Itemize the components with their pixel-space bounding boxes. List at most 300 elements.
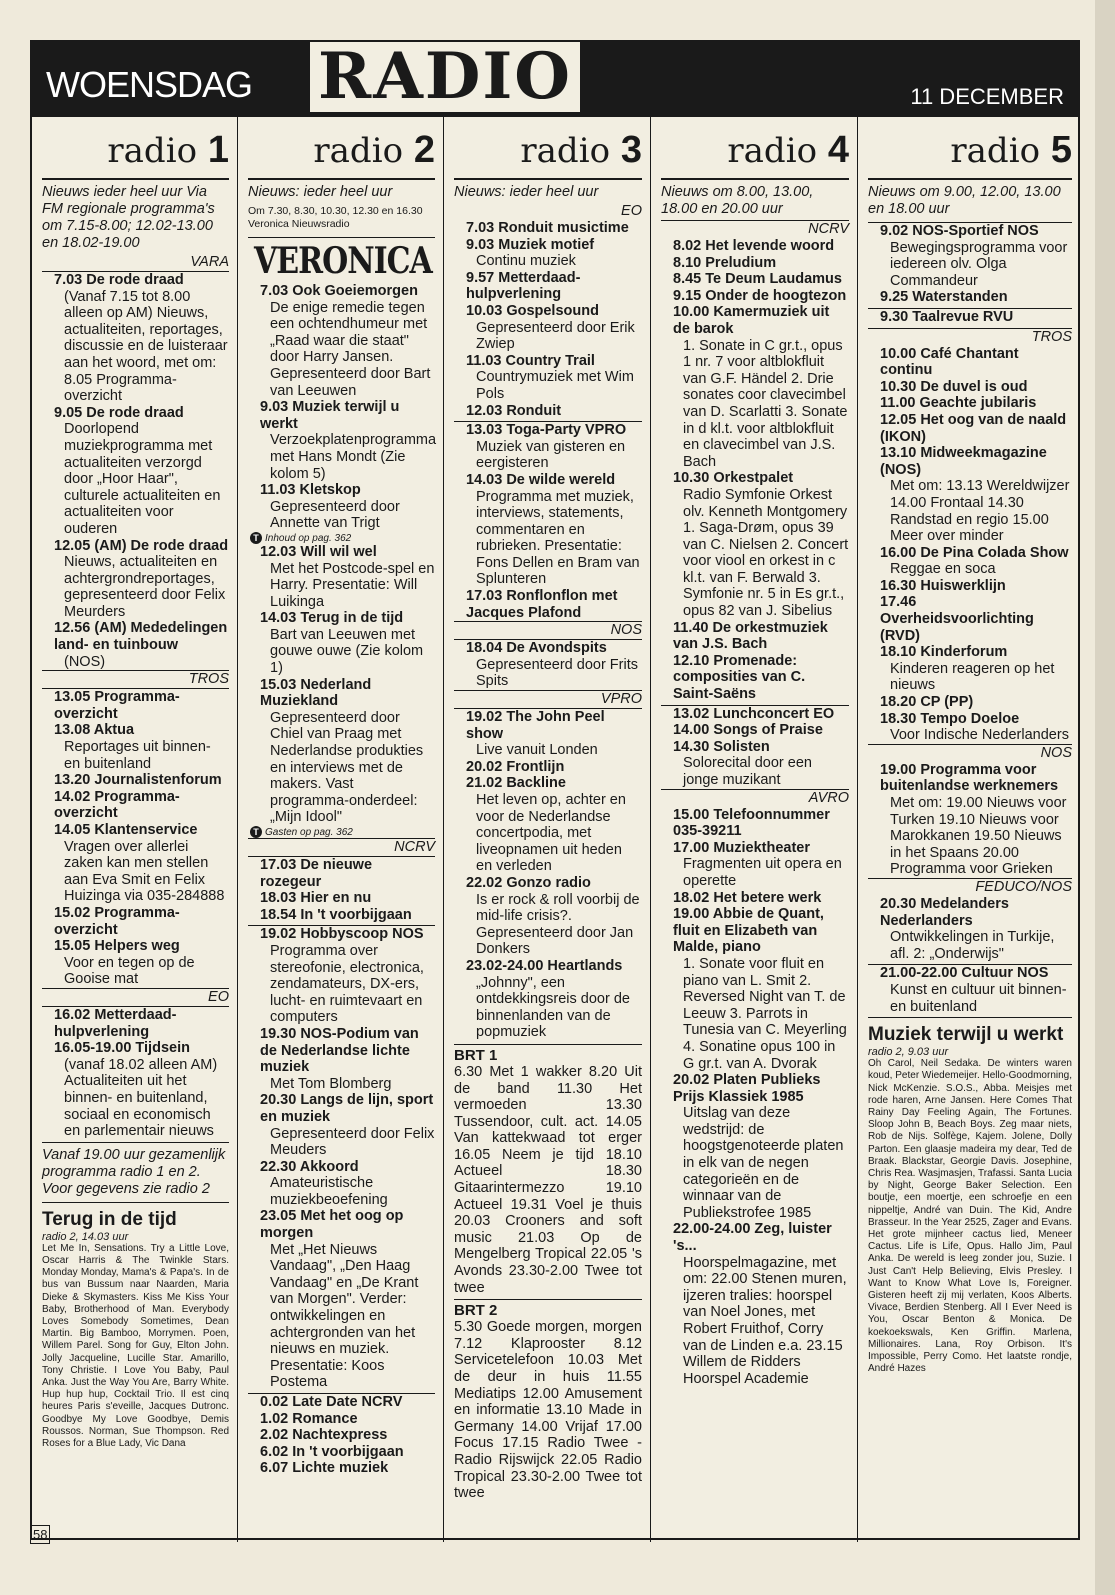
program-title-line xyxy=(248,907,435,924)
program-title-line xyxy=(661,1072,849,1105)
program-item xyxy=(454,303,642,353)
program-description: Is er rock & roll voorbij de mid-life crisis?. Gepresenteerd door Jan Donkers xyxy=(476,891,640,958)
program-item xyxy=(868,223,1072,289)
program-title-line xyxy=(248,1159,435,1176)
program-title-line xyxy=(42,905,229,938)
program-description: Gepresenteerd door Erik Zwiep xyxy=(476,319,635,353)
heading-word: radio xyxy=(950,131,1041,171)
program-title: 14.00 Songs of Praise xyxy=(673,722,823,739)
program-title-line xyxy=(454,270,642,303)
program-description: (NOS) xyxy=(64,653,106,670)
program-item xyxy=(454,875,642,958)
program-title: 21.02 Backline xyxy=(466,775,566,792)
program-item xyxy=(248,926,435,1026)
program-item xyxy=(661,706,849,723)
brt1-schedule: 6.30 Met 1 wakker 8.20 Uit de band 11.30 Het vermoeden 13.30 Tussendoor, cult. act. 14.05 Van kattekwaad tot erger 16.05 Neem je tijd 18.10 Actueel 18.30 Gitaarintermezzo 19.10 Actueel 19.31 Voel je thuis 20.03 Crooners and soft music 21.03 Op de Mengelberg Tropical 22.05 's Avonds 23.30-2.00 Twee tot twee xyxy=(454,1063,642,1296)
program-item xyxy=(454,588,642,621)
program-item xyxy=(42,772,229,789)
program-title-line xyxy=(661,890,849,907)
program-description: Met Tom Blomberg xyxy=(270,1075,392,1092)
program-description: Programma met muziek, interviews, statements, commentaren en rubrieken. Presentatie: Fons Dellen en Bram van Splunteren xyxy=(476,488,640,588)
program-title: 23.05 Met het oog op morgen xyxy=(260,1208,404,1242)
program-item xyxy=(661,807,849,840)
news-note: Nieuws: ieder heel uur xyxy=(454,184,599,200)
program-title: 21.00-22.00 Cultuur NOS xyxy=(880,965,1049,982)
program-description: (Vanaf 7.15 tot 8.00 alleen op AM) Nieuws, actualiteiten, reportages, discussie en de luisteraar aan het woord, met om: 8.05 Programma-overzicht xyxy=(64,288,228,405)
program-item xyxy=(248,1026,435,1092)
program-item xyxy=(661,238,849,255)
program-title-line xyxy=(454,709,642,742)
program-title-line xyxy=(248,399,435,432)
program-title: 18.10 Kinderforum xyxy=(880,644,1008,661)
program-title-line xyxy=(248,1444,435,1461)
program-title-line xyxy=(661,706,849,723)
program-title: 16.30 Huiswerklijn xyxy=(880,577,1006,594)
date-label: 11 DECEMBER xyxy=(910,84,1064,109)
program-description: Met om: 19.00 Nieuws voor Turken 19.10 Nieuws voor Marokkanen 19.50 Nieuws in het Spaans 20.00 Programma voor Grieken xyxy=(890,795,1067,878)
program-title-line xyxy=(248,1427,435,1444)
program-item xyxy=(248,283,435,399)
page-title: RADIO xyxy=(310,42,580,112)
program-description: „Johnny", een ontdekkingsreis door de binnenlanden van de popmuziek xyxy=(476,974,630,1041)
program-title-line xyxy=(42,789,229,822)
column-radio-4 xyxy=(651,117,858,1542)
program-item xyxy=(868,694,1072,711)
brt2-heading: BRT 2 xyxy=(454,1299,642,1319)
program-description: Continu muziek xyxy=(476,253,576,270)
program-title-line xyxy=(661,722,849,739)
program-item xyxy=(661,840,849,890)
program-title-line xyxy=(868,762,1072,795)
program-title: 10.03 Gospelsound xyxy=(466,302,599,319)
column-heading xyxy=(454,117,642,180)
program-title: 10.30 Orkestpalet xyxy=(673,470,794,487)
program-item xyxy=(454,640,642,690)
page-reference-text: Gasten op pag. 362 xyxy=(265,827,353,838)
program-item xyxy=(868,379,1072,396)
t-icon: T xyxy=(250,532,262,544)
program-title-line xyxy=(661,470,849,487)
program-title: 20.30 Medelanders Nederlanders xyxy=(880,895,1009,929)
program-title-line xyxy=(868,545,1072,562)
program-title: 13.05 Programma-overzicht xyxy=(54,689,180,722)
program-item xyxy=(42,405,229,538)
box-subtitle: radio 2, 14.03 uur xyxy=(42,1230,129,1243)
program-item xyxy=(248,610,435,676)
program-title: 20.02 Frontlijn xyxy=(466,758,565,775)
column-radio-2 xyxy=(238,117,444,1542)
program-title-line xyxy=(454,303,642,320)
program-title: 10.30 De duvel is oud xyxy=(880,378,1028,395)
program-title: 12.03 Will wil wel xyxy=(260,543,377,560)
program-title-line xyxy=(454,759,642,776)
program-item xyxy=(248,482,435,532)
program-title: 9.15 Onder de hoogtezon xyxy=(673,287,847,304)
program-item xyxy=(868,346,1072,379)
program-title-line xyxy=(868,711,1072,728)
program-title: 9.05 De rode draad xyxy=(54,404,184,421)
broadcaster-label: AVRO xyxy=(661,789,849,807)
news-note: Nieuws om 9.00, 12.00, 13.00 en 18.00 uur xyxy=(868,180,1072,223)
program-title-line xyxy=(661,807,849,840)
program-item xyxy=(454,403,642,420)
joint-program-note: Vanaf 19.00 uur gezamenlijk programma radio 1 en 2. Voor gegevens zie radio 2 xyxy=(42,1143,229,1203)
box-text: Oh Carol, Neil Sedaka. De winters waren koud, Peter Wiedemeijer. Hello-Goodmorning, Nick McKenzie. S.O.S., Abba. Meisjes met rode haren, Arne Jansen. Here Comes That Rainy Day Feeling Again, The Fortunes. Sloop John B, Beach Boys. Zeg maar niets, Rob de Nijs. Solfège, Kajem. Jolene, Dolly Parton. Een glaasje madeira my dear, Ted de Braak. Blackstar, Georgie Davis. Josephine, Chris Rea. Wasjmasjen, Trafassi. Santa Lucia by Night, George Baker Selection. Een boutje, een moertje, een schroefje en een nippeltje, André van Duin. The Kid, Andre Brasseur. In the Year 2525, Zager and Evans. Het grote mijnheer cactus lied, Meneer Cactus. Life is Life, Opus. Hallo Jim, Paul Anka. De wereld is leeg zonder jou, Suzie. I Just Can't Help Believing, Elvis Presley. I Want to Know What Love Is, Foreigner. Gisteren heeft zij mij verlaten, Koos Alberts. Vivace, Berdien Stenberg. All I Ever Need is You, Oscar Benton & Monica. De koekoekswals, Ken Griffin. Marlena, Millionaires. Lana, Roy Orbison. It's Impossible, Perry Como. Het laatste rondje, André Hazes xyxy=(868,1058,1072,1375)
program-title-line xyxy=(42,822,229,839)
program-item xyxy=(42,822,229,905)
program-description: (vanaf 18.02 alleen AM) Actualiteiten uit het binnen- en buitenland, sociaal en economisch en parlementair nieuws xyxy=(64,1056,218,1140)
program-title: 19.30 NOS-Podium van de Nederlandse lichte muziek xyxy=(260,1025,419,1076)
program-title-line xyxy=(868,578,1072,595)
program-title: 19.00 Abbie de Quant, fluit en Elizabeth van Malde, piano xyxy=(673,906,824,956)
program-title-line xyxy=(248,610,435,627)
program-item xyxy=(868,445,1072,545)
program-title: 17.00 Muziektheater xyxy=(673,839,811,856)
program-description: Vragen over allerlei zaken kan men stellen aan Eva Smit en Felix Huizinga via 035-284888 xyxy=(64,838,225,905)
brt2-schedule: 5.30 Goede morgen, morgen 7.12 Klaprooster 8.12 Servicetelefoon 10.03 Met de deur in huis 11.55 Mediatips 12.00 Amusement en informatie 13.10 Made in Germany 14.00 Vrijaf 17.00 Focus 17.15 Radio Twee - Radio Rijswijck 22.05 Radio Tropical 23.30-2.00 Twee tot twee xyxy=(454,1319,642,1502)
program-title-line xyxy=(868,594,1072,644)
program-description: Ontwikkelingen in Turkije, afl. 2: „Onderwijs" xyxy=(890,929,1055,962)
program-title: 6.02 In 't voorbijgaan xyxy=(260,1443,404,1460)
program-title: 9.57 Metterdaad-hulpverlening xyxy=(466,269,581,303)
program-title-line xyxy=(868,289,1072,306)
program-item xyxy=(661,255,849,272)
program-description: Fragmenten uit opera en operette xyxy=(683,856,842,889)
program-title-line xyxy=(454,220,642,237)
program-description: Het leven op, achter en voor de Nederlandse concertpodia, met liveopnamen uit heden en verleden xyxy=(476,792,626,875)
program-title-line xyxy=(454,588,642,621)
column-heading xyxy=(42,117,229,180)
program-item xyxy=(42,689,229,722)
program-description: Verzoekplatenprogramma met Hans Mondt (Zie kolom 5) xyxy=(270,432,437,482)
broadcaster-label: VPRO xyxy=(454,690,642,709)
program-description: Nieuws, actualiteiten en achtergrondreportages, gepresenteerd door Felix Meurders xyxy=(64,554,226,620)
page-number: 58 xyxy=(30,1525,50,1544)
program-description: Gepresenteerd door Frits Spits xyxy=(476,656,638,690)
news-schedule: Om 7.30, 8.30, 10.30, 12.30 en 16.30 Veronica Nieuwsradio xyxy=(248,203,435,238)
program-title: 10.00 Kamermuziek uit de barok xyxy=(673,304,830,337)
program-title: 18.02 Het betere werk xyxy=(673,889,822,906)
broadcaster-label: TROS xyxy=(42,670,229,689)
program-title: 14.05 Klantenservice xyxy=(54,822,198,838)
program-description: Met om: 13.13 Wereldwijzer 14.00 Frontaal 14.30 Randstad en regio 15.00 Meer over minder xyxy=(890,478,1070,545)
program-title: 22.02 Gonzo radio xyxy=(466,874,591,891)
program-title: 22.00-24.00 Zeg, luister 's... xyxy=(673,1221,832,1255)
program-item xyxy=(868,965,1072,1015)
box-subtitle: radio 2, 9.03 uur xyxy=(868,1046,949,1059)
program-title-line xyxy=(661,1221,849,1254)
page-edge xyxy=(1095,0,1115,1595)
program-description: Solorecital door een jonge muzikant xyxy=(683,755,812,788)
program-title: 15.00 Telefoonnummer 035-39211 xyxy=(673,806,830,840)
program-title-line xyxy=(454,640,642,657)
program-item xyxy=(868,578,1072,595)
program-title-line xyxy=(454,775,642,792)
program-item xyxy=(248,1394,435,1411)
program-item xyxy=(42,905,229,938)
box-title: Muziek terwijl u werkt xyxy=(868,1024,1064,1046)
program-item xyxy=(661,470,849,619)
program-title: 9.25 Waterstanden xyxy=(880,289,1008,306)
program-title-line xyxy=(42,722,229,739)
program-title: 18.04 De Avondspits xyxy=(466,640,607,657)
heading-word: radio xyxy=(520,131,611,171)
program-title: 9.02 NOS-Sportief NOS xyxy=(880,223,1039,239)
columns xyxy=(32,117,1078,1542)
program-title-line xyxy=(661,739,849,756)
program-description: Doorlopend muziekprogramma met actualiteiten verzorgd door „Hoor Haar", culturele actualiteiten en actualiteiten voor ouderen xyxy=(64,421,221,537)
program-item xyxy=(454,472,642,588)
program-title-line xyxy=(248,1460,435,1477)
program-title: 13.08 Aktua xyxy=(54,722,135,739)
program-item xyxy=(42,620,229,670)
program-title-line xyxy=(454,353,642,370)
broadcaster-label: EO xyxy=(621,203,642,219)
program-title-line xyxy=(868,896,1072,929)
news-note: Nieuws om 8.00, 13.00, 18.00 en 20.00 uur xyxy=(661,184,814,217)
program-description: Kinderen reageren op het nieuws xyxy=(890,660,1055,694)
news-note: Nieuws ieder heel uur Via FM regionale programma's om 7.15-8.00; 12.02-13.00 en 18.02-19.00 xyxy=(42,184,215,251)
program-title: 18.20 CP (PP) xyxy=(880,694,974,711)
t-icon: T xyxy=(250,826,262,838)
program-item xyxy=(248,1460,435,1477)
program-title: 15.03 Nederland Muziekland xyxy=(260,676,372,710)
program-title-line xyxy=(42,620,229,653)
heading-number: 1 xyxy=(207,129,229,171)
program-title: 12.05 Het oog van de naald (IKON) xyxy=(880,411,1067,445)
program-title: 12.05 (AM) De rode draad xyxy=(54,537,229,554)
program-item xyxy=(661,653,849,703)
program-title-line xyxy=(248,482,435,499)
program-item xyxy=(248,1092,435,1158)
program-title: 23.02-24.00 Heartlands xyxy=(466,957,623,974)
program-item xyxy=(661,906,849,1072)
program-title-line xyxy=(42,689,229,722)
program-title: 14.03 Terug in de tijd xyxy=(260,610,404,627)
program-title-line xyxy=(661,653,849,703)
program-item xyxy=(454,237,642,270)
program-item xyxy=(661,620,849,653)
program-title-line xyxy=(868,412,1072,445)
program-title: 8.45 Te Deum Laudamus xyxy=(673,271,842,288)
program-title: 13.02 Lunchconcert EO xyxy=(673,705,835,722)
program-title-line xyxy=(248,1208,435,1241)
program-title-line xyxy=(661,906,849,956)
program-item xyxy=(42,1007,229,1040)
program-description: Radio Symfonie Orkest olv. Kenneth Montgomery 1. Saga-Drøm, opus 39 van C. Nielsen 2. Concert voor viool en orkest in c kl.t. van F. Berwald 3. Symfonie nr. 5 in Es gr.t., opus 82 van J. Sibelius xyxy=(683,486,849,620)
program-title-line xyxy=(42,1040,229,1057)
program-title-line xyxy=(868,223,1072,240)
program-title: 7.03 Ronduit musictime xyxy=(466,220,629,236)
program-title-line xyxy=(42,405,229,422)
program-item xyxy=(454,220,642,237)
heading-word: radio xyxy=(313,131,404,171)
program-item xyxy=(248,857,435,890)
program-description: Voor en tegen op de Gooise mat xyxy=(64,954,195,988)
broadcaster-label: FEDUCO/NOS xyxy=(868,878,1072,896)
broadcaster-label: NCRV xyxy=(661,220,849,238)
column-heading xyxy=(661,117,849,180)
program-title: 12.03 Ronduit xyxy=(466,402,562,419)
page-reference xyxy=(248,532,435,544)
program-description: Gepresenteerd door Annette van Trigt xyxy=(270,498,400,532)
program-title-line xyxy=(248,1394,435,1411)
program-item xyxy=(661,739,849,789)
radio-page xyxy=(30,40,1080,1540)
program-title-line xyxy=(42,938,229,955)
program-title-line xyxy=(661,271,849,288)
program-description: Gepresenteerd door Felix Meuders xyxy=(270,1125,435,1159)
program-description: Bart van Leeuwen met gouwe ouwe (Zie kolom 1) xyxy=(270,626,424,677)
program-item xyxy=(42,538,229,621)
program-description: Reggae en soca xyxy=(890,561,996,578)
program-item xyxy=(42,1040,229,1140)
program-title-line xyxy=(868,346,1072,379)
program-description: Kunst en cultuur uit binnen- en buitenland xyxy=(890,981,1067,1015)
program-title: 7.03 De rode draad xyxy=(54,272,184,288)
program-item xyxy=(42,722,229,772)
program-item xyxy=(661,722,849,739)
program-title: 14.03 De wilde wereld xyxy=(466,471,616,488)
heading-word: radio xyxy=(107,131,198,171)
program-title: 12.56 (AM) Mededelingen land- en tuinbouw xyxy=(54,620,228,654)
program-description: Amateuristische muziekbeoefening xyxy=(270,1175,388,1208)
program-title-line xyxy=(661,255,849,272)
program-title-line xyxy=(454,422,642,439)
program-title-line xyxy=(868,309,1072,326)
program-item xyxy=(248,1411,435,1428)
program-description: Muziek van gisteren en eergisteren xyxy=(476,438,626,472)
program-title: 18.54 In 't voorbijgaan xyxy=(260,906,412,923)
program-title-line xyxy=(42,272,229,289)
program-description: 1. Sonate voor fluit en piano van L. Smit 2. Reversed Night van T. de Leeuw 3. Parrots in Tunesia van C. Meyerling 4. Sonatine opus 100 in G gr.t. van A. Dvorak xyxy=(683,955,847,1072)
program-title-line xyxy=(248,544,435,561)
program-title: 18.03 Hier en nu xyxy=(260,890,372,907)
program-title: 14.02 Programma-overzicht xyxy=(54,788,180,822)
program-item xyxy=(248,1208,435,1391)
program-title: 16.00 De Pina Colada Show xyxy=(880,544,1069,561)
page-reference-text: Inhoud op pag. 362 xyxy=(265,532,352,544)
program-item xyxy=(248,544,435,610)
program-title-line xyxy=(661,288,849,305)
program-item xyxy=(868,594,1072,644)
program-item xyxy=(868,412,1072,445)
box-title: Terug in de tijd xyxy=(42,1208,177,1230)
program-title: 13.03 Toga-Party VPRO xyxy=(466,422,627,439)
program-item xyxy=(868,545,1072,578)
program-description: Programma over stereofonie, electronica, zendamateurs, DX-ers, lucht- en ruimtevaart en computers xyxy=(270,942,424,1026)
program-title: 9.30 Taalrevue RVU xyxy=(880,308,1014,325)
program-item xyxy=(868,644,1072,694)
program-title-line xyxy=(661,620,849,653)
program-title: 11.00 Geachte jubilaris xyxy=(880,395,1037,412)
program-title: 13.20 Journalistenforum xyxy=(54,772,222,789)
program-title-line xyxy=(248,857,435,890)
broadcaster-label: NCRV xyxy=(248,838,435,857)
program-description: Uitslag van deze wedstrijd: de hoogstgenoteerde platen in elk van de negen categorieën en de winnaar van de Publiekstrofee 1985 xyxy=(683,1105,844,1221)
program-title-line xyxy=(454,472,642,489)
program-title: 19.02 The John Peel show xyxy=(466,709,605,742)
program-title-line xyxy=(454,237,642,254)
program-title-line xyxy=(248,1026,435,1076)
program-title: 1.02 Romance xyxy=(260,1410,358,1427)
program-description: Countrymuziek met Wim Pols xyxy=(476,369,634,402)
program-item xyxy=(868,395,1072,412)
program-item xyxy=(868,711,1072,744)
program-item xyxy=(454,775,642,875)
program-item xyxy=(454,353,642,403)
program-title: 14.30 Solisten xyxy=(673,738,770,755)
column-radio-3 xyxy=(444,117,651,1542)
program-item xyxy=(661,1072,849,1221)
program-title: 12.10 Promenade: composities van C. Saint-Saëns xyxy=(673,652,806,703)
heading-number: 4 xyxy=(827,129,849,171)
program-item xyxy=(42,789,229,822)
broadcaster-label: VARA xyxy=(42,254,229,272)
program-title-line xyxy=(248,1411,435,1428)
program-item xyxy=(248,907,435,924)
heading-number: 5 xyxy=(1050,129,1072,171)
program-title: 15.05 Helpers weg xyxy=(54,938,180,955)
program-item xyxy=(868,289,1072,306)
program-title: 15.02 Programma-overzicht xyxy=(54,904,180,938)
program-title: 16.05-19.00 Tijdsein xyxy=(54,1040,190,1057)
program-description: Met het Postcode-spel en Harry. Presentatie: Will Luikinga xyxy=(270,560,435,610)
broadcaster-label: TROS xyxy=(1031,328,1072,345)
heading-number: 3 xyxy=(620,129,642,171)
program-title-line xyxy=(454,403,642,420)
column-radio-1 xyxy=(32,117,238,1542)
program-title-line xyxy=(868,965,1072,982)
broadcaster-label: NOS xyxy=(454,621,642,640)
column-heading xyxy=(248,117,435,180)
page-reference xyxy=(248,826,435,838)
broadcaster-label: NOS xyxy=(868,744,1072,762)
program-title: 17.03 Ronflonflon met Jacques Plafond xyxy=(466,588,618,621)
program-title-line xyxy=(454,958,642,975)
program-title: 8.10 Preludium xyxy=(673,254,777,271)
program-title-line xyxy=(248,1092,435,1125)
program-item xyxy=(248,1444,435,1461)
program-title: 0.02 Late Date NCRV xyxy=(260,1394,403,1410)
column-radio-5 xyxy=(858,117,1080,1542)
heading-number: 2 xyxy=(413,129,435,171)
program-description: 1. Sonate in C gr.t., opus 1 nr. 7 voor altblokfluit van G.F. Händel 2. Drie sonates coor clavecimbel van D. Scarlatti 3. Sonate in d kl.t. voor altblokfluit en clavecimbel van J.S. Bach xyxy=(683,337,848,470)
program-description: De enige remedie tegen een ochtendhumeur met „Raad waar die staat" door Harry Jansen. Gepresenteerd door Bart van Leeuwen xyxy=(270,299,431,399)
program-description: Met „Het Nieuws Vandaag", „Den Haag Vandaag" en „De Krant van Morgen". Verder: ontwikkelingen en achtergronden van het nieuws en muziek. Presentatie: Koos Postema xyxy=(270,1241,419,1391)
program-title: 13.10 Midweekmagazine (NOS) xyxy=(880,445,1047,478)
program-item xyxy=(661,890,849,907)
program-title: 20.02 Platen Publieks Prijs Klassiek 1985 xyxy=(673,1072,821,1105)
program-title-line xyxy=(42,772,229,789)
program-item xyxy=(868,309,1072,326)
program-title: 16.02 Metterdaad-hulpverlening xyxy=(54,1006,177,1040)
box-text: Let Me In, Sensations. Try a Little Love, Oscar Harris & The Twinkle Stars. Monday Monday, Mama's & Papa's. In de bus van Bussum naar Naarden, Maria Dieke & Skymasters. Kiss Me Kiss Your Baby, Brotherhood of Man. Everybody Loves Somebody Sometimes, Dean Martin. Big Bamboo, Morrymen. Poen, Willem Parel. Song for Guy, Elton John. Jolly Jacqueline, Lucille Star. Amarillo, Tony Christie. I Love You Baby, Paul Anka. Just the Way You Are, Barry White. Hup hup hup, Cocktail Trio. Il est cinq heures Paris s'eveille, Jacques Dutronc. Goodbye My Love Goodbye, Demis Roussos. Norman, Sue Thompson. Red Roses for a Blue Lady, Vic Dana xyxy=(42,1242,229,1449)
program-description: Live vanuit Londen xyxy=(476,742,598,759)
program-title: 7.03 Ook Goeiemorgen xyxy=(260,283,418,299)
program-title-line xyxy=(661,304,849,337)
program-item xyxy=(454,759,642,776)
program-description: Bewegingsprogramma voor iedereen olv. Olga Commandeur xyxy=(890,239,1068,289)
brt1-heading: BRT 1 xyxy=(454,1044,642,1064)
program-title-line xyxy=(868,694,1072,711)
program-item xyxy=(454,422,642,472)
program-title: 18.30 Tempo Doeloe xyxy=(880,710,1020,727)
program-item xyxy=(661,288,849,305)
program-item xyxy=(454,709,642,759)
program-title-line xyxy=(454,875,642,892)
program-title: 17.03 De nieuwe rozegeur xyxy=(260,857,373,890)
